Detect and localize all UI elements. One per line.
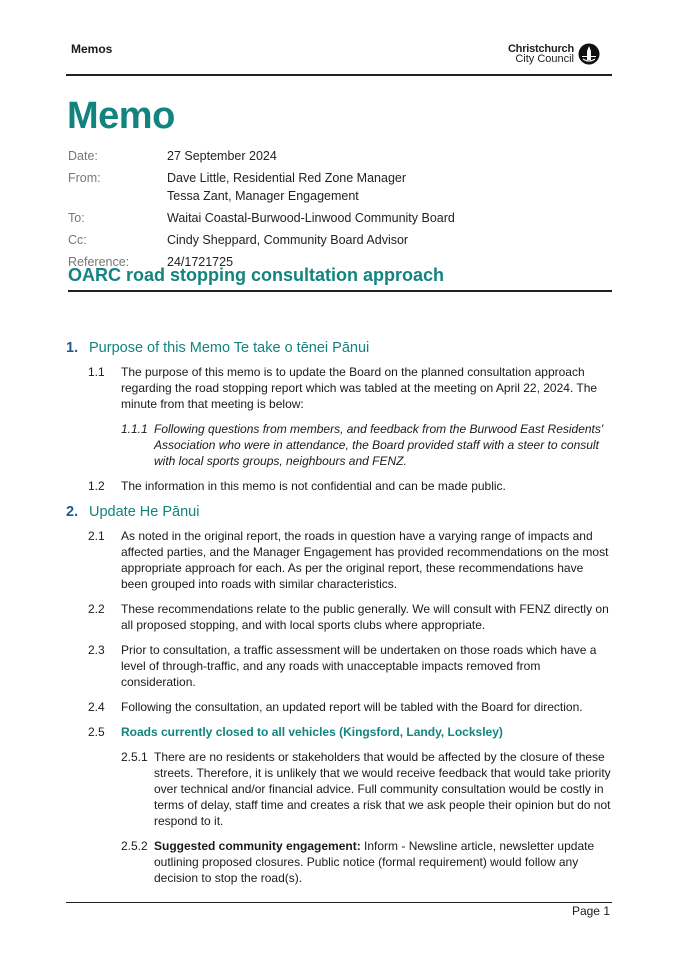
- paragraph: [88, 364, 612, 412]
- paragraph: [88, 642, 612, 690]
- paragraph-text: [154, 838, 612, 886]
- page-number: Page 1: [571, 904, 610, 918]
- logo-line2: City Council: [515, 53, 574, 65]
- to-label: To:: [68, 211, 85, 225]
- engagement-label: Suggested community engagement:: [154, 839, 361, 853]
- section-number: 1.: [66, 340, 79, 356]
- paragraph-text: These recommendations relate to the public generally. We will consult with FENZ directly on all proposed stopping, and with local sports clubs where appropriate.: [121, 602, 609, 632]
- subparagraph: [121, 749, 612, 829]
- to-value: Waitai Coastal-Burwood-Linwood Community Board: [167, 211, 455, 225]
- reference-label: Reference:: [68, 255, 130, 269]
- subheading-text: Roads currently closed to all vehicles (Kingsford, Landy, Locksley): [121, 725, 503, 739]
- section-title: Purpose of this Memo Te take o tēnei Pānui: [89, 340, 370, 356]
- paragraph-text: The information in this memo is not confidential and can be made public.: [121, 479, 506, 493]
- engagement-text: Inform - Newsline article, newsletter update outlining proposed closures. Public notice (formal requirement) would follow any decision to stop the road(s).: [154, 839, 595, 885]
- paragraph: [88, 724, 612, 740]
- date-value: 27 September 2024: [167, 149, 277, 163]
- paragraph-number: 2.1: [88, 529, 105, 543]
- paragraph-number: 2.5: [88, 725, 105, 739]
- paragraph-text: The purpose of this memo is to update the Board on the planned consultation approach regarding the road stopping report which was tabled at the meeting on April 22, 2024. The minute from that meeting is below:: [121, 365, 598, 411]
- paragraph-text: Prior to consultation, a traffic assessment will be undertaken on those roads which have a level of through-traffic, and any roads with unacceptable impacts removed from consideration.: [121, 643, 597, 689]
- from-value-1: Dave Little, Residential Red Zone Manager: [167, 171, 407, 185]
- section-heading: [66, 340, 612, 356]
- paragraph-number: 2.4: [88, 700, 105, 714]
- memo-title: Memo: [67, 95, 175, 137]
- section-heading: [66, 504, 612, 520]
- from-value-2: Tessa Zant, Manager Engagement: [167, 189, 359, 203]
- page-header: [66, 38, 612, 76]
- date-label: Date:: [68, 149, 98, 163]
- paragraph: [88, 699, 612, 715]
- section-title: Update He Pānui: [89, 504, 200, 520]
- paragraph-number: 1.1: [88, 365, 105, 379]
- from-label: From:: [68, 171, 101, 185]
- logo-line1: Christchurch: [507, 43, 574, 55]
- paragraph-text: Following the consultation, an updated report will be tabled with the Board for direction.: [121, 700, 583, 714]
- paragraph: [88, 528, 612, 592]
- paragraph-number: 2.5.2: [121, 839, 148, 853]
- subparagraph: [121, 838, 612, 886]
- cc-value: Cindy Sheppard, Community Board Advisor: [167, 233, 409, 247]
- page-footer: [66, 902, 612, 918]
- header-title: Memos: [71, 42, 113, 56]
- section-number: 2.: [66, 504, 79, 520]
- reference-value: 24/1721725: [167, 255, 234, 269]
- paragraph: [88, 478, 612, 494]
- memo-subject: OARC road stopping consultation approach: [68, 265, 612, 292]
- quoted-minute: [121, 421, 612, 469]
- paragraph-text: Following questions from members, and feedback from the Burwood East Residents' Association who were in attendance, the Board provided staff with a steer to consult with local sports groups, neighbours and FENZ.: [154, 422, 604, 468]
- paragraph-number: 2.2: [88, 602, 105, 616]
- paragraph-number: 2.3: [88, 643, 105, 657]
- memo-meta: [68, 147, 455, 273]
- paragraph-number: 1.1.1: [121, 422, 148, 436]
- cc-label: Cc:: [68, 233, 87, 247]
- cathedral-icon: [578, 43, 600, 65]
- council-logo: [508, 40, 600, 68]
- paragraph-number: 2.5.1: [121, 750, 148, 764]
- memo-body: [66, 340, 612, 895]
- paragraph-number: 1.2: [88, 479, 105, 493]
- paragraph-text: As noted in the original report, the roads in question have a varying range of impacts and affected parties, and the Manager Engagement has provided recommendations on the most appropriate approach for each. As per the original report, these recommendations have been grouped into roads with similar characteristics.: [121, 529, 609, 591]
- paragraph-text: There are no residents or stakeholders that would be affected by the closure of these streets. Therefore, it is unlikely that we would receive feedback that would take priority over technical and/or financial advice. Full community consultation would be costly in terms of delay, staff time and creates a risk that we ask people their opinion but do not respond to it.: [154, 750, 611, 828]
- paragraph: [88, 601, 612, 633]
